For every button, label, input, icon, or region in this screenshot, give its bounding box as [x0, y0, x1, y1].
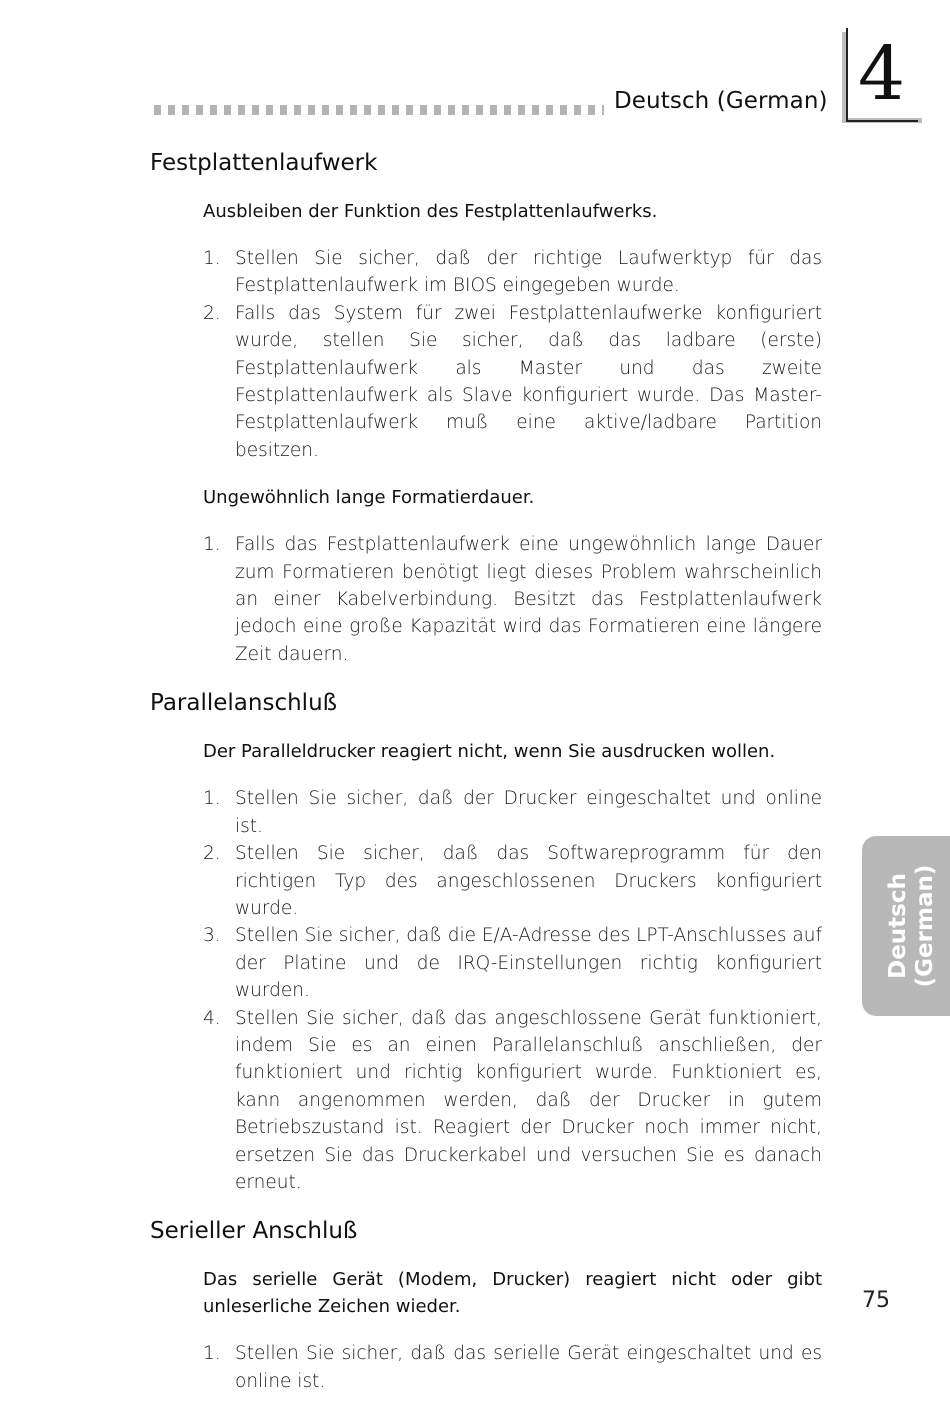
- list-item: [203, 300, 822, 464]
- side-tab-line2: (German): [912, 864, 938, 988]
- header-title: Deutsch (German): [614, 88, 828, 114]
- list-item-number: 1.: [203, 1343, 221, 1365]
- list-item: [203, 1005, 822, 1197]
- section-heading: Festplattenlaufwerk: [150, 150, 378, 176]
- solution-list: [203, 785, 822, 1196]
- list-item-text: Stellen Sie sicher, daß das Softwareprogramm für den richtigen Typ des angeschlossenen Druckers konfiguriert wurde.: [235, 843, 822, 919]
- list-item-text: Stellen Sie sicher, daß das serielle Gerät eingeschaltet und es online ist.: [235, 1343, 822, 1392]
- section-heading: Parallelanschluß: [150, 690, 338, 717]
- header-dotted-rule: [154, 105, 604, 115]
- list-item: [203, 922, 822, 1004]
- list-item-text: Stellen Sie sicher, daß der Drucker eingeschaltet und online ist.: [235, 788, 822, 837]
- chapter-number: 4: [858, 31, 906, 117]
- list-item-number: 2.: [203, 302, 221, 324]
- section-heading: Serieller Anschluß: [150, 1218, 358, 1245]
- section-serial: [150, 1216, 822, 1395]
- page-content: [150, 148, 822, 1415]
- list-item: [203, 245, 822, 300]
- section-hdd: [150, 148, 822, 668]
- list-item-text: Stellen Sie sicher, daß der richtige Laufwerktyp für das Festplattenlaufwerk im BIOS eingegeben wurde.: [235, 248, 822, 297]
- list-item-text: Falls das Festplattenlaufwerk eine ungewöhnlich lange Dauer zum Formatieren benötigt liegt dieses Problem wahrscheinlich an einer Kabelverbindung. Besitzt das Festplattenlaufwerk jedoch eine große Kapazität wird das Formatieren eine längere Zeit dauern.: [235, 534, 822, 665]
- problem-title: Ungewöhnlich lange Formatierdauer.: [203, 487, 535, 509]
- problem-title: Das serielle Gerät (Modem, Drucker) reagiert nicht oder gibt unleserliche Zeichen wieder.: [203, 1269, 822, 1318]
- list-item: [203, 531, 822, 668]
- list-item-number: 1.: [203, 534, 221, 556]
- problem-title: Ausbleiben der Funktion des Festplattenlaufwerks.: [203, 201, 658, 222]
- language-side-tab-label: [885, 865, 939, 988]
- list-item: [203, 840, 822, 922]
- list-item-number: 1.: [203, 788, 221, 810]
- list-item-text: Falls das System für zwei Festplattenlaufwerke konfiguriert wurde, stellen Sie sicher, daß das ladbare (erste) Festplattenlaufwerk als Master und das zweite Festplattenlaufwerk als Slave konfiguriert wurde. Das Master-Festplattenlaufwerk muß eine aktive/ladbare Partition besitzen.: [235, 302, 822, 461]
- list-item-text: Stellen Sie sicher, daß die E/A-Adresse des LPT-Anschlusses auf der Platine und de IRQ-Einstellungen richtig konfiguriert wurden.: [235, 925, 822, 1002]
- solution-list: [203, 245, 822, 464]
- list-item-number: 1.: [203, 248, 221, 269]
- list-item-number: 4.: [203, 1007, 221, 1029]
- list-item-number: 3.: [203, 925, 221, 947]
- problem-title: Der Paralleldrucker reagiert nicht, wenn Sie ausdrucken wollen.: [203, 741, 776, 763]
- solution-list: [203, 531, 822, 668]
- list-item-text: Stellen Sie sicher, daß das angeschlossene Gerät funktioniert, indem Sie es an einen Parallelanschluß anschließen, der funktioniert und richtig konfiguriert wurde. Funktioniert es, kann angenommen werden, daß der Drucker in gutem Betriebszustand ist. Reagiert der Drucker noch immer nicht, ersetzen Sie das Druckerkabel und versuchen Sie es danach erneut.: [235, 1007, 822, 1193]
- side-tab-line1: Deutsch: [885, 873, 911, 979]
- page-number: 75: [862, 1288, 890, 1313]
- section-parallel: [150, 688, 822, 1196]
- list-item-number: 2.: [203, 843, 221, 865]
- list-item: [203, 785, 822, 840]
